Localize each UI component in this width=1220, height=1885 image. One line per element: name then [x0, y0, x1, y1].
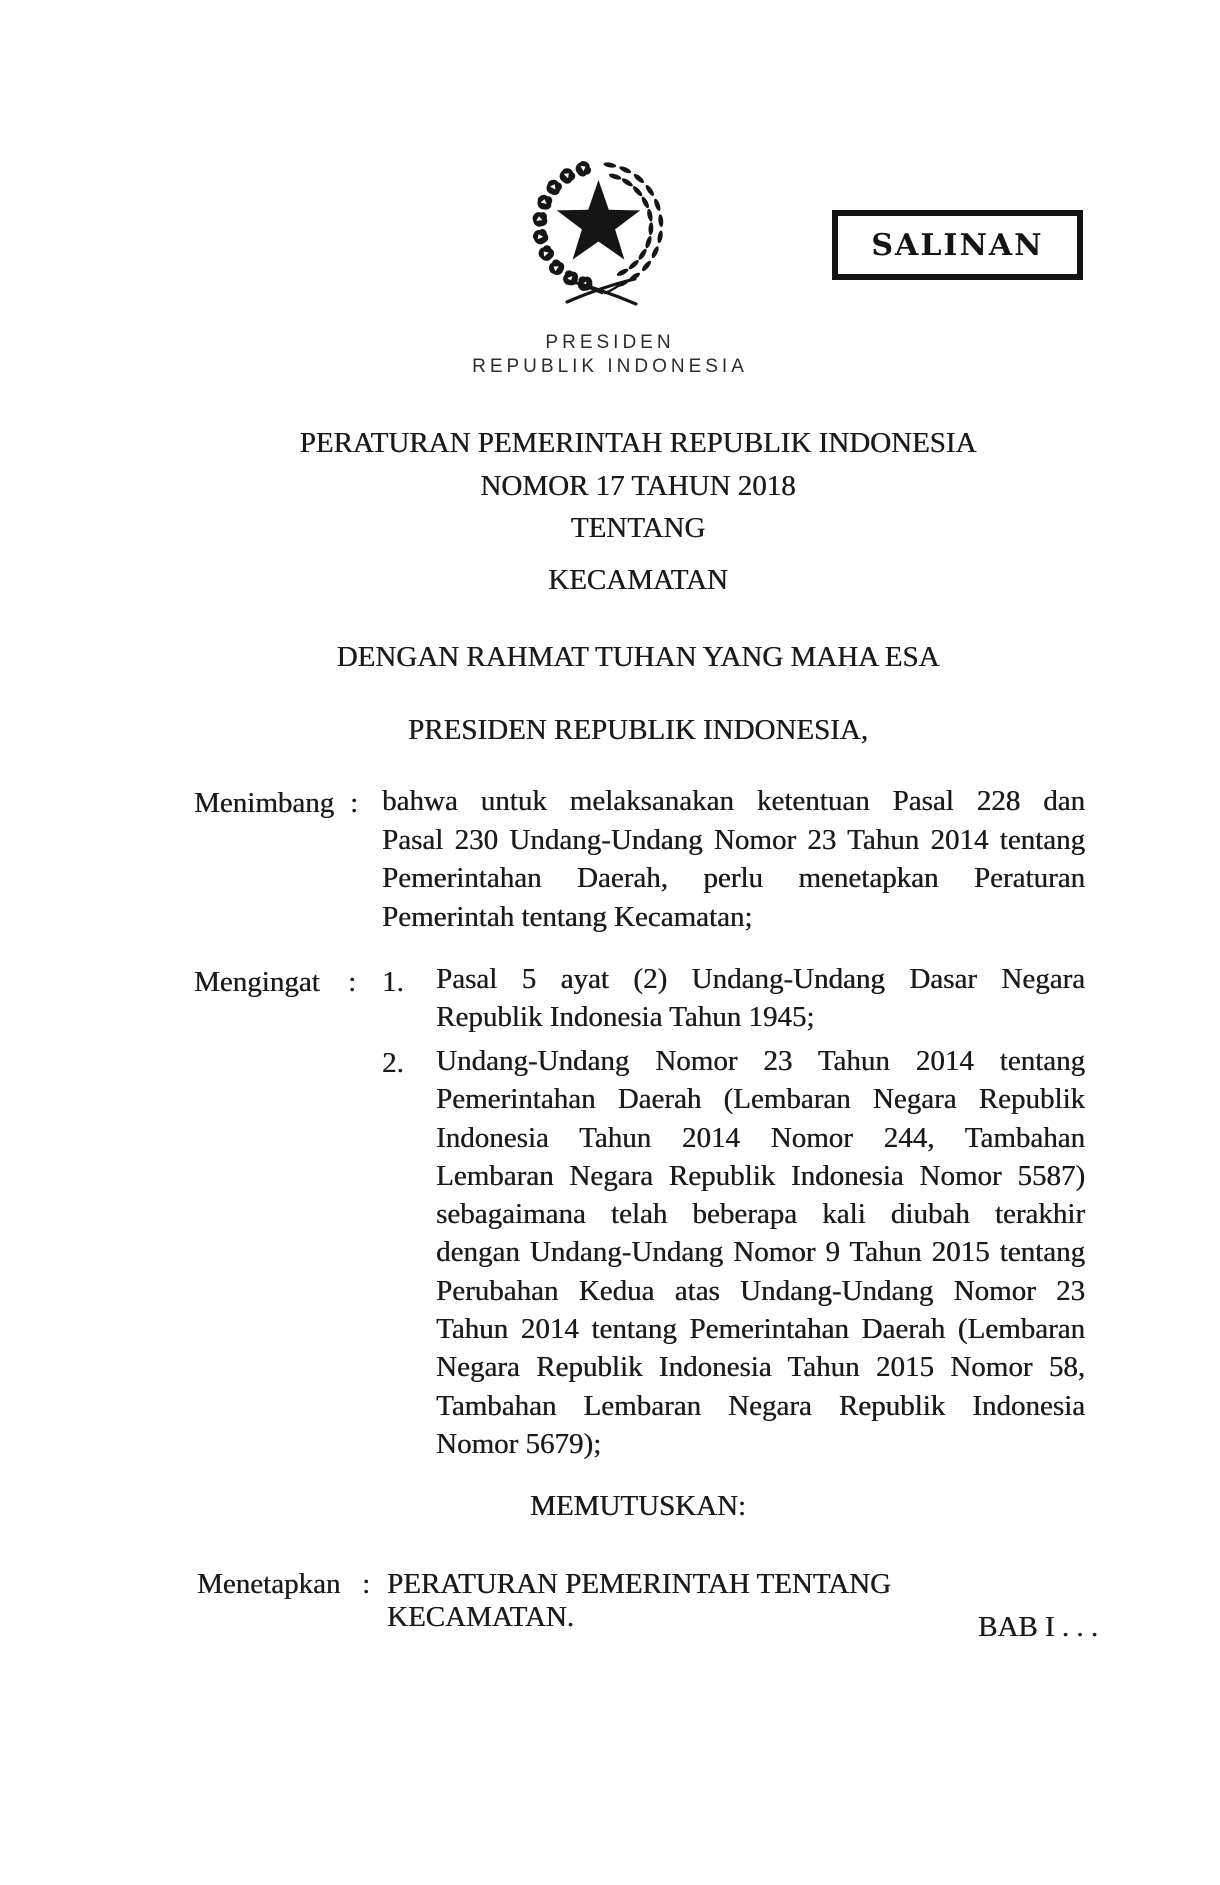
mengingat-item-line: sebagaimana telah beberapa kali diubah terakhir	[436, 1198, 1085, 1231]
presidential-seal-icon	[517, 152, 683, 316]
mengingat-item-line: Tahun 2014 tentang Pemerintahan Daerah (Lembaran	[436, 1313, 1085, 1346]
invocation-line: DENGAN RAHMAT TUHAN YANG MAHA ESA	[336, 641, 940, 673]
mengingat-item-line: Lembaran Negara Republik Indonesia Nomor 5587)	[436, 1159, 1085, 1192]
mengingat-item-line: Negara Republik Indonesia Tahun 2015 Nomor 58,	[436, 1351, 1085, 1384]
title-line-subject: KECAMATAN	[548, 564, 728, 596]
title-line-1: PERATURAN PEMERINTAH REPUBLIK INDONESIA	[299, 427, 977, 459]
mengingat-item-line: Pasal 5 ayat (2) Undang-Undang Dasar Negara	[436, 963, 1085, 995]
letterhead	[360, 331, 860, 379]
mengingat-item-line: Perubahan Kedua atas Undang-Undang Nomor 23	[436, 1274, 1085, 1307]
menimbang-line: bahwa untuk melaksanakan ketentuan Pasal 228 dan	[382, 785, 1085, 817]
continuation-marker: BAB I . . .	[978, 1611, 1099, 1643]
menetapkan-label: Menetapkan	[197, 1568, 341, 1600]
mengingat-item-2	[436, 1042, 1085, 1463]
mengingat-item-line: Republik Indonesia Tahun 1945;	[436, 1000, 815, 1033]
mengingat-colon: :	[348, 966, 357, 998]
mengingat-item-line: Tambahan Lembaran Negara Republik Indonesia	[436, 1389, 1085, 1422]
title-line-number: NOMOR 17 TAHUN 2018	[480, 470, 796, 502]
mengingat-item-line: Pemerintahan Daerah (Lembaran Negara Republik	[436, 1083, 1085, 1116]
mengingat-item-line: Undang-Undang Nomor 23 Tahun 2014 tentang	[436, 1045, 1085, 1077]
mengingat-item-line: dengan Undang-Undang Nomor 9 Tahun 2015 tentang	[436, 1236, 1085, 1269]
title-line-tentang: TENTANG	[570, 512, 706, 544]
menimbang-line: Pemerintah tentang Kecamatan;	[382, 900, 753, 933]
salinan-stamp-label: SALINAN	[871, 227, 1044, 263]
menimbang-paragraph	[382, 782, 1085, 936]
menimbang-label: Menimbang	[194, 787, 335, 819]
menimbang-line: Pasal 230 Undang-Undang Nomor 23 Tahun 2014 tentang	[382, 823, 1085, 856]
mengingat-item-number: 2.	[382, 1047, 404, 1079]
decision-heading: MEMUTUSKAN:	[530, 1490, 746, 1522]
letterhead-line-republik-indonesia: REPUBLIK INDONESIA	[472, 356, 748, 377]
letterhead-line-presiden: PRESIDEN	[545, 332, 675, 353]
mengingat-item-line: Nomor 5679);	[436, 1427, 602, 1460]
mengingat-item-1	[436, 961, 1085, 1036]
menimbang-colon: :	[350, 787, 359, 819]
menetapkan-colon: :	[362, 1568, 371, 1600]
mengingat-label: Mengingat	[194, 966, 320, 998]
menetapkan-text: PERATURAN PEMERINTAH TENTANG KECAMATAN.	[387, 1568, 906, 1633]
mengingat-item-line: Indonesia Tahun 2014 Nomor 244, Tambahan	[436, 1121, 1085, 1154]
mengingat-item-number: 1.	[382, 966, 404, 998]
menimbang-line: Pemerintahan Daerah, perlu menetapkan Peraturan	[382, 862, 1085, 895]
authority-line: PRESIDEN REPUBLIK INDONESIA,	[408, 714, 868, 746]
salinan-stamp	[832, 210, 1083, 280]
